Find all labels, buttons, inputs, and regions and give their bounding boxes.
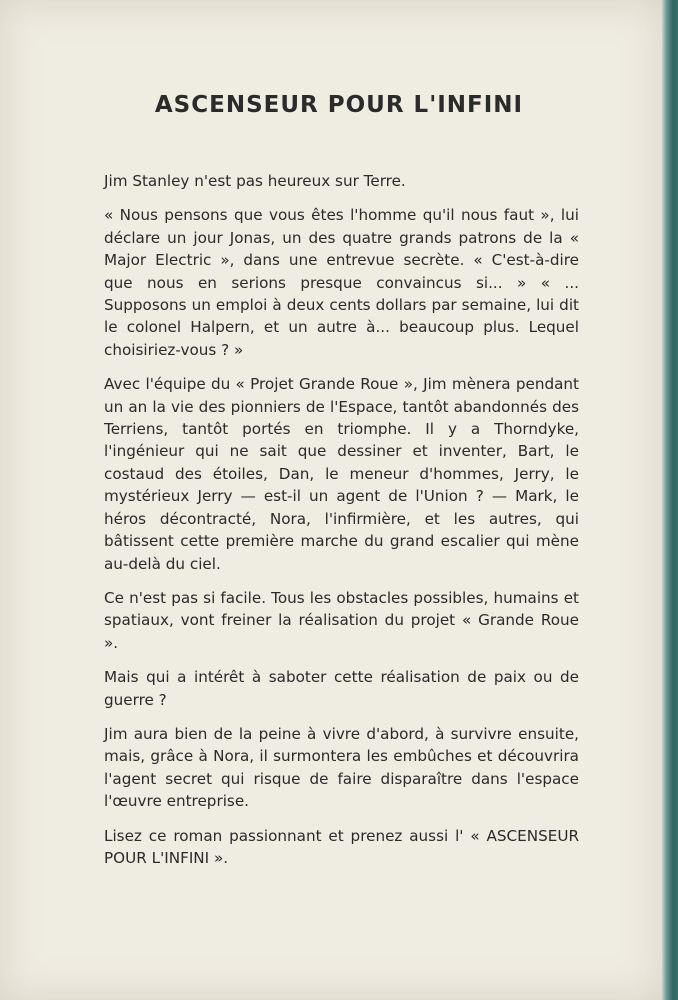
- blurb-paragraph: Jim Stanley n'est pas heureux sur Terre.: [104, 172, 406, 190]
- blurb-paragraph: « Nous pensons que vous êtes l'homme qu'il nous faut », lui déclare un jour Jonas, un des quatre grands patrons de la « Major Electric », dans une entrevue secrète. « C'est-à-dire que nous en serions presque convaincus si... » « ... Supposons un emploi à deux cents dollars par semaine, lui dit le colonel Halpern, et un autre à... beaucoup plus. Lequel choisiriez-vous ? »: [104, 206, 579, 359]
- blurb-text: [104, 170, 579, 881]
- book-title: ASCENSEUR POUR L'INFINI: [154, 92, 524, 118]
- blurb-paragraph: Jim aura bien de la peine à vivre d'abord, à survivre ensuite, mais, grâce à Nora, il surmontera les embûches et découvrira l'agent secret qui risque de faire disparaître dans l'espace l'œuvre entreprise.: [104, 724, 579, 811]
- blurb-paragraph: Lisez ce roman passionnant et prenez aussi l' « ASCENSEUR POUR L'INFINI ».: [104, 826, 579, 867]
- cover-spine-edge: [662, 0, 678, 1000]
- blurb-paragraph: Mais qui a intérêt à saboter cette réalisation de paix ou de guerre ?: [104, 668, 579, 709]
- blurb-paragraph: Avec l'équipe du « Projet Grande Roue », Jim mènera pendant un an la vie des pionniers de l'Espace, tantôt abandonnés des Terriens, tantôt portés en triomphe. Il y a Thorndyke, l'ingénieur qui ne sait que dessiner et inventer, Bart, le costaud des étoiles, Dan, le meneur d'hommes, Jerry, le mystérieux Jerry — est-il un agent de l'Union ? — Mark, le héros décontracté, Nora, l'infirmière, et les autres, qui bâtissent cette première marche du grand escalier qui mène au-delà du ciel.: [104, 375, 579, 573]
- blurb-paragraph: Ce n'est pas si facile. Tous les obstacles possibles, humains et spatiaux, vont freiner la réalisation du projet « Grande Roue ».: [104, 588, 579, 652]
